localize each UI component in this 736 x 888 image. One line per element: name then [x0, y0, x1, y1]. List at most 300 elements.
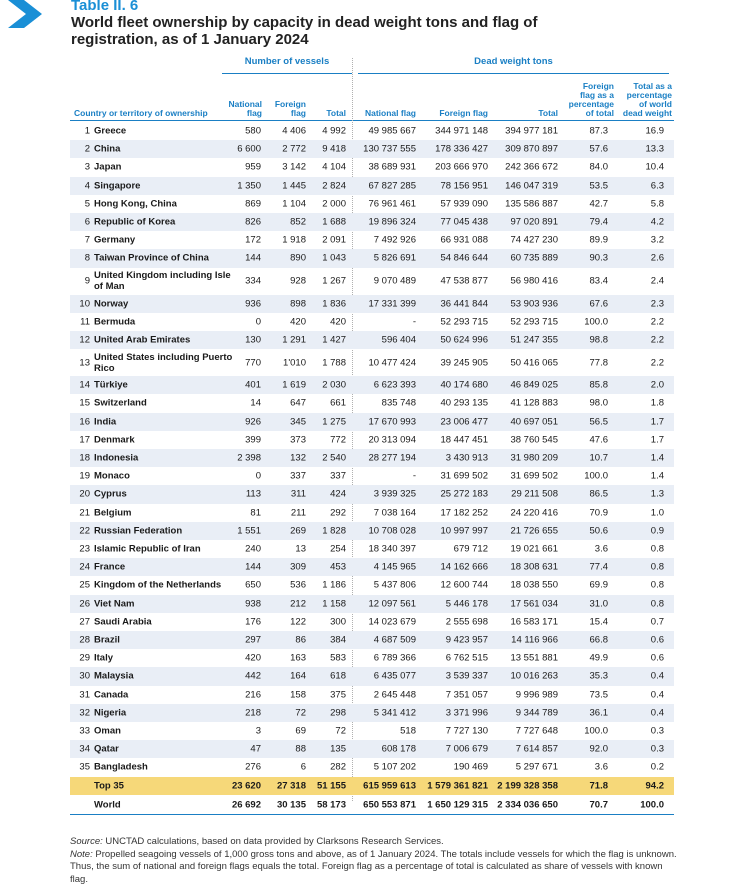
cell-nv-nat: 216 — [245, 689, 261, 701]
total-label: World — [94, 799, 121, 811]
total-cell-dwt-for: 1 650 129 315 — [427, 799, 488, 811]
row-country: Taiwan Province of China — [94, 252, 209, 264]
cell-nv-for: 88 — [295, 743, 306, 755]
cell-for-pct: 73.5 — [589, 689, 608, 701]
cell-dwt-for: 3 371 996 — [445, 707, 488, 719]
cell-nv-for: 890 — [290, 252, 306, 264]
table-row — [70, 313, 674, 331]
cell-world-pct: 0.8 — [650, 543, 664, 555]
cell-for-pct: 15.4 — [589, 616, 608, 628]
cell-for-pct: 77.8 — [589, 357, 608, 369]
table-row — [70, 649, 674, 667]
cell-for-pct: 3.6 — [594, 761, 608, 773]
row-rank: 2 — [84, 143, 90, 155]
cell-for-pct: 10.7 — [589, 452, 608, 464]
cell-dwt-for: 178 336 427 — [435, 143, 488, 155]
cell-nv-nat: 14 — [250, 397, 261, 409]
cell-dwt-nat: 6 789 366 — [373, 652, 416, 664]
row-country: Greece — [94, 125, 127, 137]
cell-nv-for: 1 104 — [282, 198, 306, 210]
cell-dwt-tot: 19 021 661 — [510, 543, 558, 555]
table-label: Table II. 6 — [71, 0, 139, 14]
cell-dwt-tot: 7 727 648 — [515, 725, 558, 737]
cell-dwt-tot: 21 726 655 — [510, 525, 558, 537]
cell-nv-for: 122 — [290, 616, 306, 628]
cell-dwt-for: 344 971 148 — [435, 125, 488, 137]
cell-nv-nat: 218 — [245, 707, 261, 719]
cell-dwt-for: 52 293 715 — [440, 316, 488, 328]
cell-nv-tot: 384 — [330, 634, 346, 646]
cell-dwt-tot: 31 980 209 — [510, 452, 558, 464]
row-country: Bangladesh — [94, 761, 148, 773]
cell-world-pct: 0.2 — [650, 761, 664, 773]
column-headers — [0, 70, 736, 118]
cell-dwt-nat: 5 107 202 — [373, 761, 416, 773]
cell-nv-tot: 1 267 — [322, 275, 346, 287]
row-country: Brazil — [94, 634, 120, 646]
cell-dwt-for: 190 469 — [453, 761, 488, 773]
cell-dwt-tot: 41 128 883 — [510, 397, 558, 409]
cell-dwt-nat: 18 340 397 — [368, 543, 416, 555]
row-rank: 25 — [79, 579, 90, 591]
cell-world-pct: 2.2 — [650, 357, 664, 369]
cell-nv-tot: 1 788 — [322, 357, 346, 369]
cell-for-pct: 85.8 — [589, 379, 608, 391]
table-row — [70, 122, 674, 140]
header-country: Country or territory of ownership — [74, 108, 208, 118]
row-rank: 21 — [79, 507, 90, 519]
cell-dwt-nat: 5 341 412 — [373, 707, 416, 719]
cell-nv-nat: 650 — [245, 579, 261, 591]
table-row — [70, 331, 674, 349]
cell-nv-nat: 926 — [245, 416, 261, 428]
cell-nv-nat: 401 — [245, 379, 261, 391]
cell-nv-tot: 337 — [330, 470, 346, 482]
cell-nv-tot: 424 — [330, 488, 346, 500]
total-cell-world-pct: 100.0 — [640, 799, 664, 811]
cell-nv-tot: 1 043 — [322, 252, 346, 264]
cell-nv-nat: 240 — [245, 543, 261, 555]
cell-dwt-nat: 10 708 028 — [368, 525, 416, 537]
cell-nv-for: 211 — [290, 507, 306, 519]
cell-dwt-tot: 60 735 889 — [510, 252, 558, 264]
group-header-dwt: Dead weight tons — [358, 56, 669, 74]
row-country: Singapore — [94, 180, 141, 192]
cell-world-pct: 10.4 — [645, 161, 664, 173]
row-rank: 35 — [79, 761, 90, 773]
cell-dwt-for: 78 156 951 — [440, 180, 488, 192]
group-header-vessels: Number of vessels — [222, 56, 352, 74]
cell-world-pct: 0.4 — [650, 689, 664, 701]
total-cell-for-pct: 70.7 — [589, 799, 608, 811]
cell-dwt-for: 39 245 905 — [440, 357, 488, 369]
cell-nv-for: 212 — [290, 598, 306, 610]
cell-for-pct: 42.7 — [589, 198, 608, 210]
cell-dwt-nat: 3 939 325 — [373, 488, 416, 500]
row-rank: 23 — [79, 543, 90, 555]
table-notes — [70, 836, 680, 886]
cell-dwt-tot: 53 903 936 — [510, 298, 558, 310]
cell-dwt-tot: 7 614 857 — [515, 743, 558, 755]
cell-nv-for: 373 — [290, 434, 306, 446]
row-rank: 33 — [79, 725, 90, 737]
row-rank: 7 — [84, 234, 90, 246]
cell-dwt-for: 54 846 644 — [440, 252, 488, 264]
row-country: Hong Kong, China — [94, 198, 177, 210]
cell-dwt-nat: 12 097 561 — [368, 598, 416, 610]
cell-nv-tot: 2 540 — [322, 452, 346, 464]
total-cell-nv-tot: 51 155 — [316, 780, 346, 792]
row-country: United Arab Emirates — [94, 334, 191, 346]
cell-dwt-nat: 2 645 448 — [373, 689, 416, 701]
row-country: China — [94, 143, 121, 155]
cell-nv-tot: 4 992 — [322, 125, 346, 137]
cell-dwt-for: 5 446 178 — [445, 598, 488, 610]
cell-dwt-tot: 31 699 502 — [510, 470, 558, 482]
cell-nv-tot: 420 — [330, 316, 346, 328]
cell-for-pct: 31.0 — [589, 598, 608, 610]
total-cell-nv-for: 30 135 — [276, 799, 306, 811]
cell-nv-for: 1 619 — [282, 379, 306, 391]
cell-dwt-tot: 14 116 966 — [511, 634, 558, 646]
table-row — [70, 158, 674, 176]
cell-nv-tot: 4 104 — [322, 161, 346, 173]
cell-nv-tot: 453 — [330, 561, 346, 573]
cell-dwt-tot: 13 551 881 — [510, 652, 558, 664]
row-rank: 24 — [79, 561, 90, 573]
cell-nv-nat: 172 — [245, 234, 261, 246]
cell-dwt-for: 25 272 183 — [440, 488, 488, 500]
row-rank: 22 — [79, 525, 90, 537]
cell-nv-nat: 334 — [245, 275, 261, 287]
cell-world-pct: 2.2 — [650, 316, 664, 328]
cell-for-pct: 53.5 — [589, 180, 608, 192]
cell-dwt-for: 18 447 451 — [440, 434, 488, 446]
cell-nv-for: 1'010 — [283, 357, 306, 369]
cell-world-pct: 2.4 — [650, 275, 664, 287]
header-dwt-foreign: Foreign flag — [439, 108, 488, 118]
cell-dwt-for: 31 699 502 — [440, 470, 488, 482]
row-rank: 14 — [79, 379, 90, 391]
total-cell-nv-for: 27 318 — [276, 780, 306, 792]
row-country: United States including Puerto Rico — [94, 351, 233, 374]
cell-dwt-nat: 9 070 489 — [373, 275, 416, 287]
cell-world-pct: 1.7 — [650, 434, 664, 446]
cell-nv-for: 536 — [290, 579, 306, 591]
cell-dwt-for: 47 538 877 — [440, 275, 488, 287]
cell-dwt-tot: 10 016 263 — [510, 670, 558, 682]
row-rank: 32 — [79, 707, 90, 719]
cell-dwt-nat: 17 331 399 — [368, 298, 416, 310]
cell-nv-tot: 661 — [330, 397, 346, 409]
cell-world-pct: 0.6 — [650, 634, 664, 646]
cell-nv-nat: 0 — [255, 316, 261, 328]
cell-dwt-for: 17 182 252 — [440, 507, 488, 519]
cell-nv-for: 337 — [290, 470, 306, 482]
table-row — [70, 631, 674, 649]
cell-nv-nat: 6 600 — [237, 143, 261, 155]
cell-nv-nat: 938 — [245, 598, 261, 610]
cell-for-pct: 90.3 — [589, 252, 608, 264]
cell-dwt-tot: 146 047 319 — [505, 180, 558, 192]
cell-nv-tot: 583 — [330, 652, 346, 664]
cell-world-pct: 0.4 — [650, 707, 664, 719]
cell-nv-tot: 1 427 — [322, 334, 346, 346]
total-label: Top 35 — [94, 780, 124, 792]
cell-dwt-for: 7 006 679 — [445, 743, 488, 755]
cell-world-pct: 0.3 — [650, 743, 664, 755]
row-rank: 15 — [79, 397, 90, 409]
cell-nv-for: 86 — [295, 634, 306, 646]
cell-world-pct: 1.4 — [650, 452, 664, 464]
cell-dwt-tot: 52 293 715 — [510, 316, 558, 328]
cell-nv-nat: 81 — [250, 507, 261, 519]
cell-for-pct: 67.6 — [589, 298, 608, 310]
table-row — [70, 613, 674, 631]
cell-for-pct: 98.8 — [589, 334, 608, 346]
chevron-right-icon — [2, 0, 48, 28]
row-rank: 17 — [79, 434, 90, 446]
cell-nv-nat: 869 — [245, 198, 261, 210]
row-country: India — [94, 416, 117, 428]
table-row — [70, 249, 674, 267]
cell-dwt-tot: 18 038 550 — [510, 579, 558, 591]
cell-nv-nat: 580 — [245, 125, 261, 137]
row-country: Norway — [94, 298, 129, 310]
cell-dwt-nat: 7 492 926 — [373, 234, 416, 246]
cell-dwt-for: 679 712 — [453, 543, 488, 555]
cell-nv-tot: 772 — [330, 434, 346, 446]
cell-nv-tot: 9 418 — [322, 143, 346, 155]
table-row — [70, 504, 674, 522]
row-rank: 26 — [79, 598, 90, 610]
source-label: Source: — [70, 836, 103, 847]
row-rank: 6 — [84, 216, 90, 228]
cell-nv-for: 1 445 — [282, 180, 306, 192]
row-rank: 5 — [84, 198, 90, 210]
row-rank: 28 — [79, 634, 90, 646]
cell-nv-tot: 1 158 — [322, 598, 346, 610]
row-rank: 9 — [84, 275, 90, 287]
cell-for-pct: 69.9 — [589, 579, 608, 591]
row-country: Canada — [94, 689, 129, 701]
row-country: Oman — [94, 725, 121, 737]
cell-dwt-nat: 17 670 993 — [368, 416, 416, 428]
cell-for-pct: 79.4 — [589, 216, 608, 228]
cell-dwt-tot: 24 220 416 — [510, 507, 558, 519]
header-foreign-pct: Foreign flag as a percentage of total — [568, 81, 614, 118]
table-title: World fleet ownership by capacity in dead weight tons and flag of registration, as of 1 January 2024 — [71, 14, 538, 48]
cell-dwt-for: 57 939 090 — [440, 198, 488, 210]
cell-dwt-tot: 46 849 025 — [510, 379, 558, 391]
cell-dwt-nat: 4 145 965 — [373, 561, 416, 573]
cell-world-pct: 1.4 — [650, 470, 664, 482]
cell-for-pct: 66.8 — [589, 634, 608, 646]
cell-dwt-for: 36 441 844 — [440, 298, 488, 310]
header-nv-foreign: Foreign flag — [274, 99, 306, 118]
table-row — [70, 431, 674, 449]
cell-nv-for: 1 918 — [282, 234, 306, 246]
cell-nv-nat: 2 398 — [237, 452, 261, 464]
cell-dwt-tot: 17 561 034 — [510, 598, 558, 610]
row-rank: 10 — [79, 298, 90, 310]
row-country: Kingdom of the Netherlands — [94, 579, 222, 591]
row-country: Italy — [94, 652, 114, 664]
cell-nv-nat: 144 — [245, 561, 261, 573]
row-rank: 27 — [79, 616, 90, 628]
row-country: Qatar — [94, 743, 119, 755]
cell-nv-for: 647 — [290, 397, 306, 409]
cell-dwt-nat: 19 896 324 — [368, 216, 416, 228]
table-row — [70, 722, 674, 740]
cell-world-pct: 0.4 — [650, 670, 664, 682]
row-rank: 31 — [79, 689, 90, 701]
cell-dwt-for: 23 006 477 — [440, 416, 488, 428]
cell-world-pct: 0.8 — [650, 579, 664, 591]
cell-nv-nat: 442 — [245, 670, 261, 682]
cell-world-pct: 0.8 — [650, 561, 664, 573]
cell-dwt-tot: 18 308 631 — [510, 561, 558, 573]
cell-dwt-for: 2 555 698 — [445, 616, 488, 628]
table-row — [70, 704, 674, 722]
cell-dwt-for: 10 997 997 — [440, 525, 488, 537]
cell-nv-tot: 1 836 — [322, 298, 346, 310]
cell-dwt-for: 7 351 057 — [445, 689, 488, 701]
row-rank: 29 — [79, 652, 90, 664]
cell-nv-nat: 3 — [255, 725, 261, 737]
row-rank: 19 — [79, 470, 90, 482]
cell-world-pct: 0.6 — [650, 652, 664, 664]
table-row — [70, 485, 674, 503]
cell-nv-for: 158 — [290, 689, 306, 701]
total-cell-dwt-for: 1 579 361 821 — [427, 780, 488, 792]
cell-world-pct: 0.9 — [650, 525, 664, 537]
row-rank: 8 — [84, 252, 90, 264]
row-rank: 20 — [79, 488, 90, 500]
cell-for-pct: 49.9 — [589, 652, 608, 664]
cell-nv-nat: 826 — [245, 216, 261, 228]
table-row — [70, 140, 674, 158]
cell-dwt-nat: 76 961 461 — [368, 198, 416, 210]
total-cell-nv-tot: 58 173 — [316, 799, 346, 811]
table-row — [70, 268, 674, 295]
cell-for-pct: 50.6 — [589, 525, 608, 537]
cell-nv-for: 928 — [290, 275, 306, 287]
row-country: Switzerland — [94, 397, 147, 409]
cell-nv-nat: 113 — [245, 488, 261, 500]
cell-dwt-for: 66 931 088 — [440, 234, 488, 246]
cell-dwt-nat: 28 277 194 — [368, 452, 416, 464]
cell-dwt-for: 9 423 957 — [445, 634, 488, 646]
header-divider — [70, 120, 674, 121]
cell-nv-for: 2 772 — [282, 143, 306, 155]
cell-world-pct: 0.7 — [650, 616, 664, 628]
table-row — [70, 467, 674, 485]
row-country: Malaysia — [94, 670, 134, 682]
row-rank: 18 — [79, 452, 90, 464]
row-country: Germany — [94, 234, 136, 246]
cell-dwt-for: 7 727 130 — [445, 725, 488, 737]
cell-nv-tot: 618 — [330, 670, 346, 682]
cell-nv-nat: 959 — [245, 161, 261, 173]
cell-world-pct: 5.8 — [650, 198, 664, 210]
cell-for-pct: 89.9 — [589, 234, 608, 246]
table-row — [70, 231, 674, 249]
cell-world-pct: 1.3 — [650, 488, 664, 500]
row-country: Monaco — [94, 470, 130, 482]
cell-world-pct: 4.2 — [650, 216, 664, 228]
cell-dwt-for: 6 762 515 — [445, 652, 488, 664]
total-cell-dwt-nat: 650 553 871 — [363, 799, 416, 811]
table-row — [70, 295, 674, 313]
total-row-top35 — [70, 777, 674, 795]
row-country: Türkiye — [94, 379, 128, 391]
table-row — [70, 413, 674, 431]
cell-nv-tot: 254 — [330, 543, 346, 555]
cell-dwt-tot: 135 586 887 — [505, 198, 558, 210]
cell-nv-tot: 2 824 — [322, 180, 346, 192]
cell-for-pct: 36.1 — [589, 707, 608, 719]
source-text: UNCTAD calculations, based on data provided by Clarksons Research Services. — [102, 836, 444, 847]
cell-for-pct: 56.5 — [589, 416, 608, 428]
cell-nv-nat: 1 350 — [237, 180, 261, 192]
cell-dwt-tot: 56 980 416 — [510, 275, 558, 287]
cell-nv-tot: 292 — [330, 507, 346, 519]
cell-world-pct: 1.8 — [650, 397, 664, 409]
cell-for-pct: 77.4 — [589, 561, 608, 573]
cell-dwt-tot: 74 427 230 — [510, 234, 558, 246]
cell-dwt-nat: 49 985 667 — [368, 125, 416, 137]
cell-dwt-nat: 608 178 — [381, 743, 416, 755]
cell-nv-for: 898 — [290, 298, 306, 310]
total-cell-nv-nat: 23 620 — [231, 780, 261, 792]
cell-world-pct: 2.6 — [650, 252, 664, 264]
row-country: United Kingdom including Isle of Man — [94, 270, 231, 293]
row-country: Japan — [94, 161, 122, 173]
row-rank: 4 — [84, 180, 90, 192]
cell-dwt-nat: 38 689 931 — [368, 161, 416, 173]
cell-nv-for: 13 — [295, 543, 306, 555]
cell-for-pct: 35.3 — [589, 670, 608, 682]
cell-nv-for: 345 — [290, 416, 306, 428]
total-cell-dwt-nat: 615 959 613 — [363, 780, 416, 792]
table-row — [70, 195, 674, 213]
cell-nv-tot: 300 — [330, 616, 346, 628]
table-row — [70, 558, 674, 576]
cell-nv-for: 309 — [290, 561, 306, 573]
cell-world-pct: 0.8 — [650, 598, 664, 610]
cell-world-pct: 1.0 — [650, 507, 664, 519]
cell-nv-for: 164 — [290, 670, 306, 682]
header-world-pct: Total as a percentage of world dead weight — [622, 81, 672, 118]
cell-dwt-nat: 518 — [400, 725, 416, 737]
cell-world-pct: 16.9 — [645, 125, 664, 137]
row-country: Russian Federation — [94, 525, 183, 537]
cell-nv-tot: 1 688 — [322, 216, 346, 228]
cell-for-pct: 98.0 — [589, 397, 608, 409]
cell-dwt-nat: - — [412, 470, 416, 482]
cell-dwt-tot: 242 366 672 — [505, 161, 558, 173]
cell-for-pct: 100.0 — [584, 725, 608, 737]
row-rank: 34 — [79, 743, 90, 755]
cell-nv-nat: 399 — [245, 434, 261, 446]
cell-nv-for: 1 291 — [282, 334, 306, 346]
row-country: Belgium — [94, 507, 132, 519]
cell-dwt-for: 77 045 438 — [440, 216, 488, 228]
cell-nv-for: 69 — [295, 725, 306, 737]
row-country: Denmark — [94, 434, 135, 446]
table-row — [70, 540, 674, 558]
